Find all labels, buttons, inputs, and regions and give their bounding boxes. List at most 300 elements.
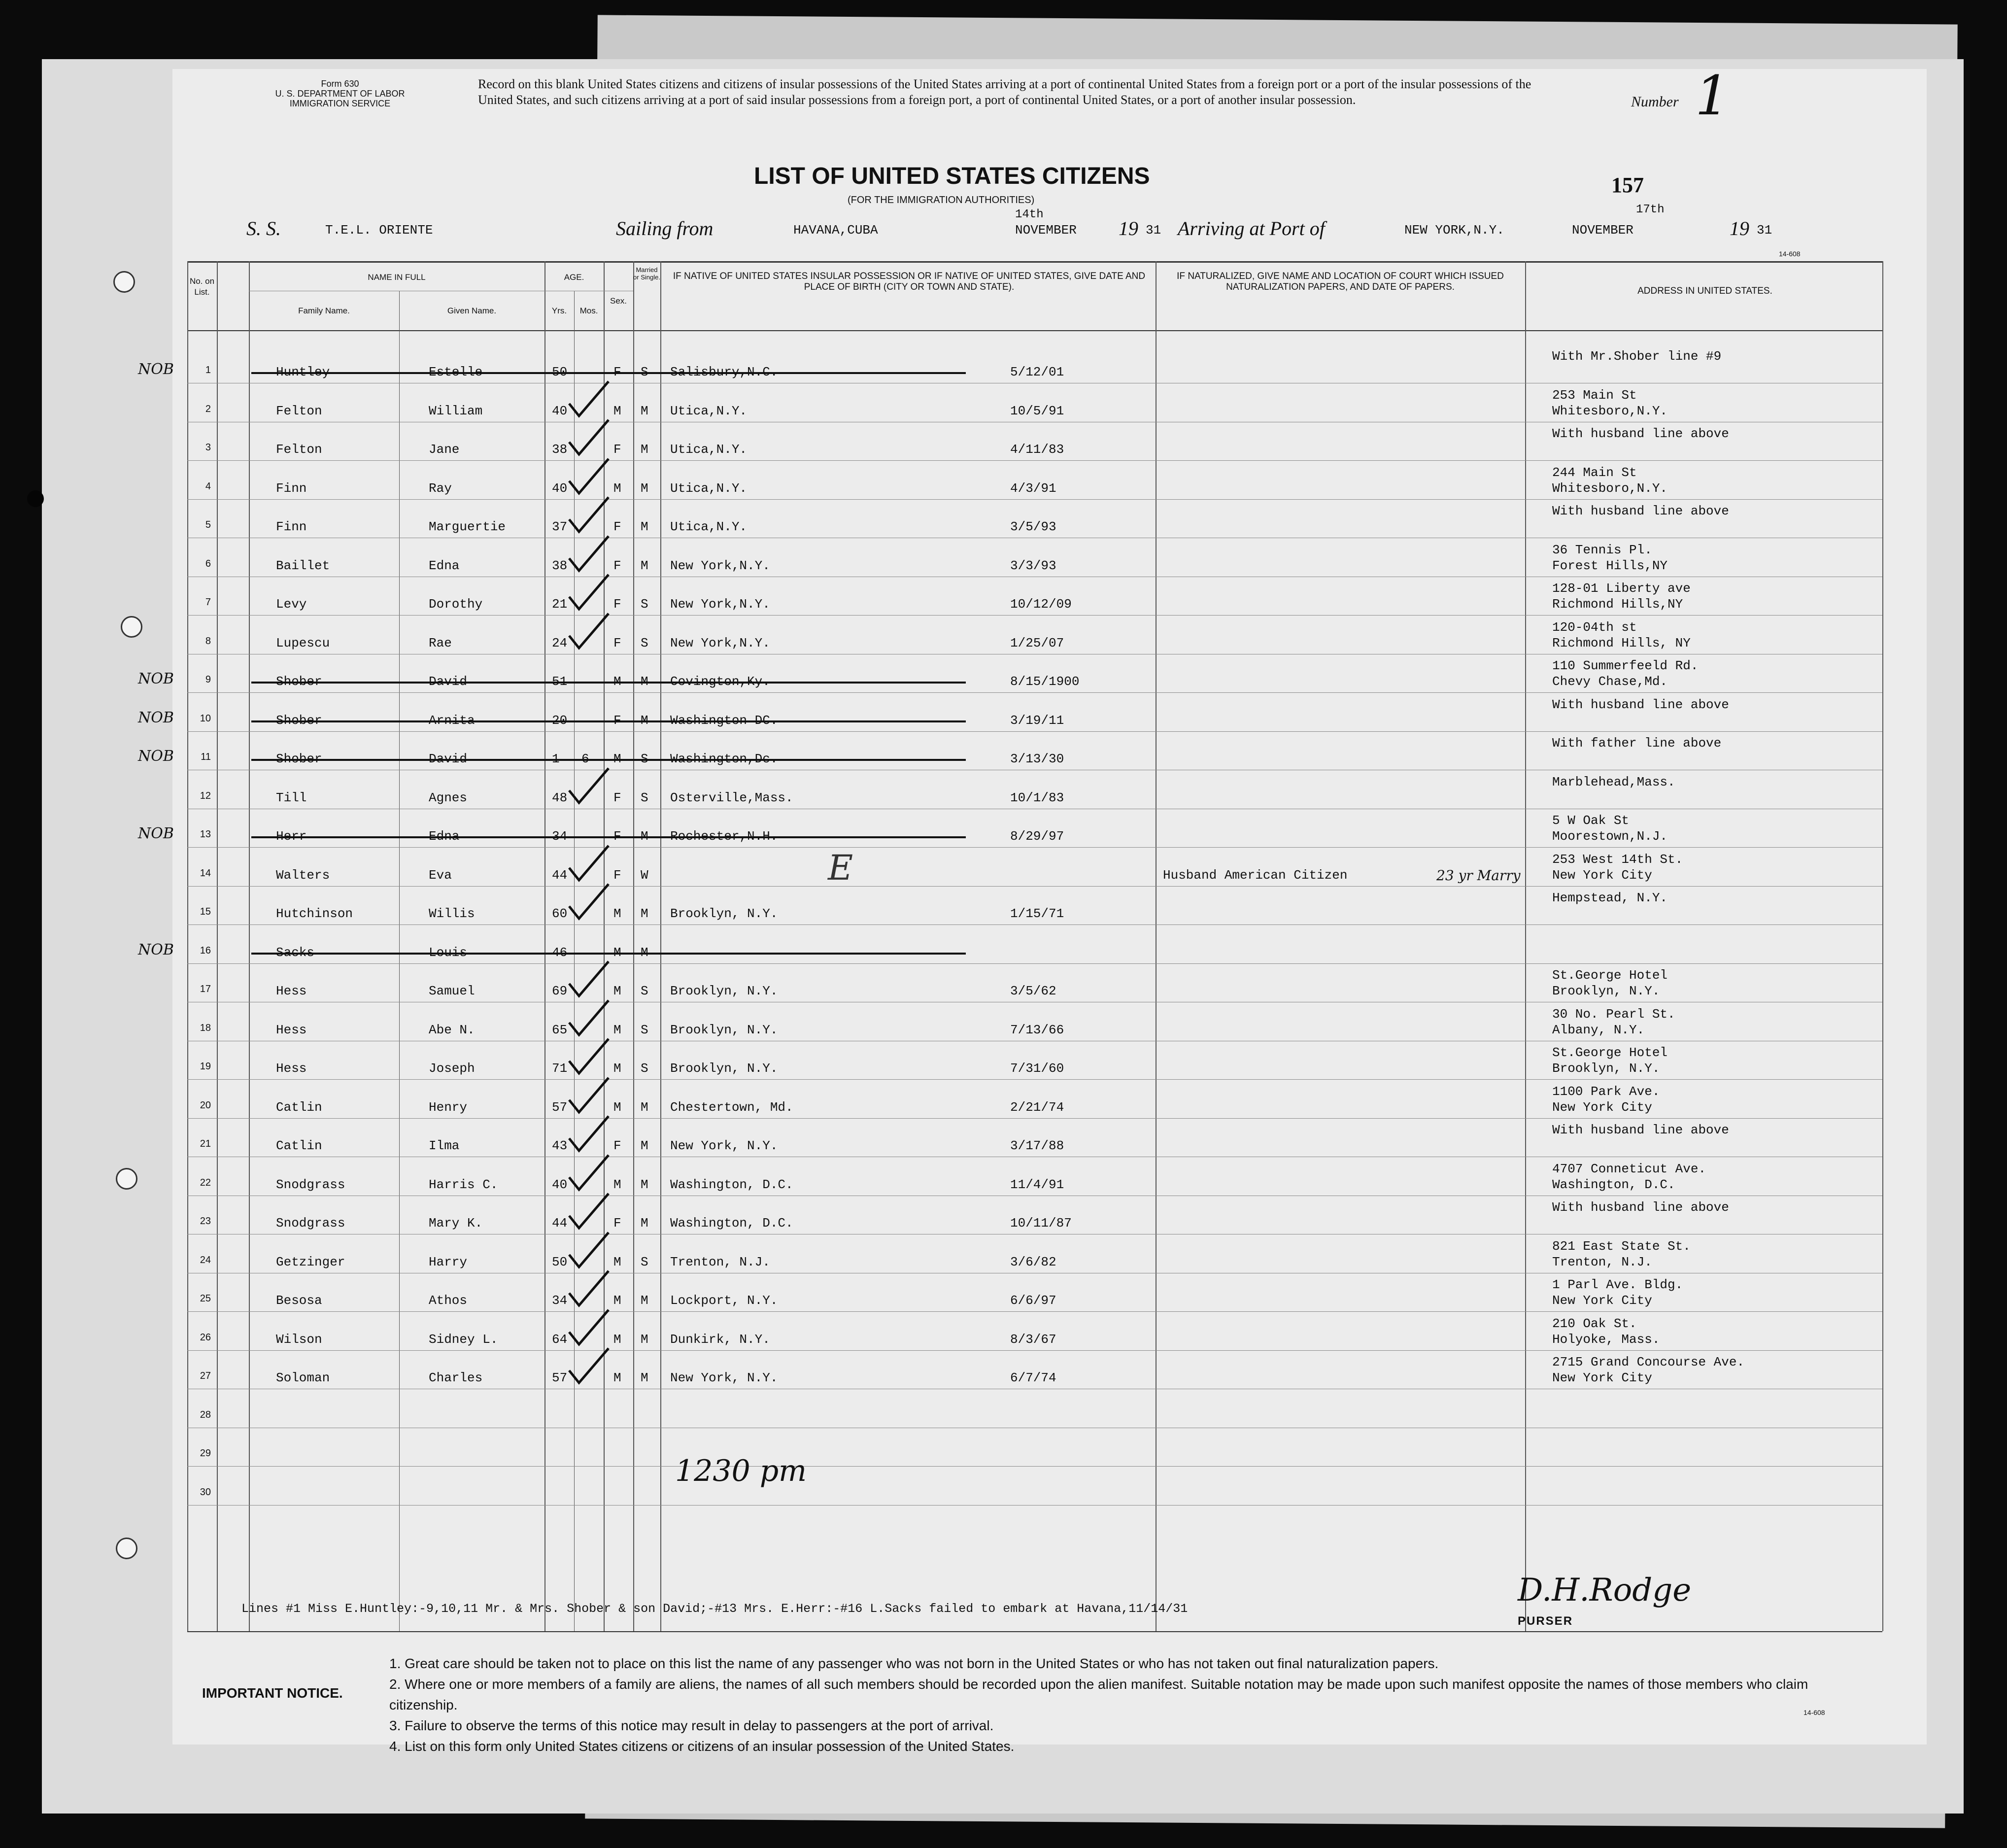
birth-date: 10/12/09 bbox=[1010, 597, 1072, 612]
service: IMMIGRATION SERVICE bbox=[289, 99, 391, 108]
address-line: Marblehead,Mass. bbox=[1552, 774, 1675, 789]
col-header-yrs: Yrs. bbox=[551, 306, 567, 315]
check-mark bbox=[567, 959, 611, 998]
row-number: 25 bbox=[200, 1293, 211, 1304]
row-number: 8 bbox=[205, 635, 211, 647]
address-line: Holyoke, Mass. bbox=[1552, 1332, 1660, 1347]
address-line: 36 Tennis Pl. bbox=[1552, 542, 1652, 557]
address-line: 210 Oak St. bbox=[1552, 1316, 1637, 1331]
row-number: 11 bbox=[201, 752, 211, 762]
strike-through bbox=[251, 372, 966, 374]
notice-item: 3. Failure to observe the terms of this notice may result in delay to passengers at the port of arrival. bbox=[389, 1718, 994, 1733]
row-number: 24 bbox=[200, 1254, 211, 1266]
age-years: 44 bbox=[552, 1216, 568, 1231]
sex: M bbox=[613, 984, 621, 998]
col-header-mos: Mos. bbox=[579, 306, 598, 315]
birth-date: 3/13/30 bbox=[1010, 752, 1064, 766]
birthplace: Trenton, N.J. bbox=[670, 1254, 770, 1269]
address-line: Chevy Chase,Md. bbox=[1552, 674, 1668, 689]
purser-label: PURSER bbox=[1518, 1614, 1573, 1628]
address-line: With Mr.Shober line #9 bbox=[1552, 349, 1722, 364]
col-header-age: AGE. bbox=[564, 273, 584, 282]
col-header-naturalized: IF NATURALIZED, GIVE NAME AND LOCATION OF COURT WHICH ISSUED NATURALIZATION PAPERS, AND DATE OF PAPERS. bbox=[1177, 271, 1504, 292]
row-number: 15 bbox=[200, 906, 211, 917]
table-row bbox=[172, 1390, 1927, 1428]
age-years: 48 bbox=[552, 790, 568, 805]
address-line: Whitesboro,N.Y. bbox=[1552, 480, 1668, 496]
address-line: Hempstead, N.Y. bbox=[1552, 890, 1668, 905]
family-name: Snodgrass bbox=[276, 1216, 345, 1231]
check-mark bbox=[567, 534, 611, 573]
family-name: Lupescu bbox=[276, 635, 330, 650]
given-name: William bbox=[429, 403, 483, 418]
age-years: 69 bbox=[552, 984, 568, 998]
table-row bbox=[138, 809, 1927, 848]
sex: F bbox=[613, 790, 621, 805]
address-line: Brooklyn, N.Y. bbox=[1552, 984, 1660, 998]
address-line: 253 Main St bbox=[1552, 387, 1637, 403]
given-name: Eva bbox=[429, 867, 452, 883]
given-name: Harris C. bbox=[429, 1177, 498, 1192]
table-row bbox=[172, 1158, 1927, 1196]
row-number: 6 bbox=[205, 558, 211, 569]
table-row bbox=[172, 461, 1927, 500]
col-header-address: ADDRESS IN UNITED STATES. bbox=[1637, 286, 1772, 296]
marital-status: S bbox=[641, 597, 648, 612]
birth-date: 1/15/71 bbox=[1010, 906, 1064, 921]
form-header-left bbox=[261, 79, 419, 108]
birthplace: Dunkirk, N.Y. bbox=[670, 1332, 770, 1347]
check-mark bbox=[567, 456, 611, 496]
year-prefix: 19 bbox=[1730, 217, 1749, 240]
sex: M bbox=[613, 1370, 621, 1385]
birth-date: 7/13/66 bbox=[1010, 1022, 1064, 1037]
stamp-number: 157 bbox=[1611, 173, 1644, 197]
col-header-birth: IF NATIVE OF UNITED STATES INSULAR POSSESSION OR IF NATIVE OF UNITED STATES, GIVE DATE AND PLACE OF BIRTH (CITY OR TOWN AND STATE). bbox=[673, 271, 1146, 292]
sex: M bbox=[613, 1254, 621, 1269]
sex: F bbox=[613, 519, 621, 534]
family-name: Wilson bbox=[276, 1332, 322, 1347]
page-subtitle: (FOR THE IMMIGRATION AUTHORITIES) bbox=[848, 195, 1035, 205]
handwritten-note: 23 yr Marry bbox=[1436, 867, 1521, 884]
birth-date: 11/4/91 bbox=[1010, 1177, 1064, 1192]
sail-day: 14th bbox=[1015, 208, 1044, 221]
table-row bbox=[172, 422, 1927, 461]
birth-date: 3/19/11 bbox=[1010, 713, 1064, 728]
handwritten-nob: NOB bbox=[138, 941, 174, 958]
form-code: 14-608 bbox=[1779, 250, 1801, 258]
check-mark bbox=[567, 882, 611, 921]
birthplace: Washington, D.C. bbox=[670, 1177, 793, 1192]
ss-label: S. S. bbox=[246, 217, 281, 240]
table-row bbox=[138, 693, 1927, 732]
row-number: 12 bbox=[200, 790, 211, 801]
row-number: 17 bbox=[200, 984, 211, 994]
notice-items bbox=[389, 1653, 1858, 1757]
marital-status: M bbox=[641, 1216, 648, 1231]
check-mark bbox=[567, 572, 611, 612]
address-line: New York City bbox=[1552, 867, 1652, 883]
handwritten-nob: NOB bbox=[138, 825, 174, 842]
row-number: 28 bbox=[200, 1409, 211, 1420]
marital-status: W bbox=[641, 867, 648, 883]
form-number: Form 630 bbox=[321, 79, 359, 89]
age-years: 44 bbox=[552, 867, 568, 883]
marital-status: M bbox=[641, 1177, 648, 1192]
table-row bbox=[172, 1351, 1927, 1389]
address-line: New York City bbox=[1552, 1099, 1652, 1115]
given-name: Sidney L. bbox=[429, 1332, 498, 1347]
table-row bbox=[172, 1467, 1927, 1506]
birth-date: 3/17/88 bbox=[1010, 1138, 1064, 1153]
birthplace: New York,N.Y. bbox=[670, 597, 770, 612]
birthplace: New York, N.Y. bbox=[670, 1138, 778, 1153]
given-name: Ilma bbox=[429, 1138, 460, 1153]
given-name: Abe N. bbox=[429, 1022, 475, 1037]
check-mark bbox=[567, 1075, 611, 1115]
address-line: 5 W Oak St bbox=[1552, 813, 1630, 828]
birth-date: 1/25/07 bbox=[1010, 635, 1064, 650]
sex: F bbox=[613, 1138, 621, 1153]
family-name: Felton bbox=[276, 403, 322, 418]
arrival-year: 31 bbox=[1757, 223, 1772, 238]
sail-month: NOVEMBER bbox=[1015, 223, 1077, 238]
sex: F bbox=[613, 597, 621, 612]
marital-status: M bbox=[641, 442, 648, 457]
col-header-no: No. on List. bbox=[189, 276, 215, 297]
age-years: 37 bbox=[552, 519, 568, 534]
check-mark bbox=[567, 1153, 611, 1192]
table-row bbox=[172, 848, 1927, 887]
marital-status: S bbox=[641, 1061, 648, 1076]
row-number: 14 bbox=[200, 867, 211, 879]
marital-status: M bbox=[641, 906, 648, 921]
given-name: Samuel bbox=[429, 984, 475, 998]
age-years: 71 bbox=[552, 1061, 568, 1076]
address-line: 1100 Park Ave. bbox=[1552, 1084, 1660, 1099]
handwritten-nob: NOB bbox=[138, 670, 174, 687]
punch-hole bbox=[113, 271, 135, 293]
given-name: Edna bbox=[429, 558, 460, 573]
given-name: Harry bbox=[429, 1254, 468, 1269]
birthplace: Brooklyn, N.Y. bbox=[670, 1061, 778, 1076]
age-years: 21 bbox=[552, 597, 568, 612]
table-row bbox=[172, 1080, 1927, 1119]
age-years: 24 bbox=[552, 635, 568, 650]
birthplace: Brooklyn, N.Y. bbox=[670, 984, 778, 998]
address-line: With husband line above bbox=[1552, 697, 1729, 712]
birthplace: New York, N.Y. bbox=[670, 1370, 778, 1385]
table-row bbox=[138, 654, 1927, 693]
binder-hole bbox=[27, 490, 44, 507]
address-line: With husband line above bbox=[1552, 504, 1729, 518]
given-name: Willis bbox=[429, 906, 475, 921]
address-line: Albany, N.Y. bbox=[1552, 1022, 1645, 1037]
sailing-line bbox=[212, 217, 1838, 246]
address-line: 4707 Conneticut Ave. bbox=[1552, 1161, 1706, 1176]
table-row bbox=[172, 771, 1927, 809]
row-number: 7 bbox=[205, 597, 211, 608]
check-mark bbox=[567, 1230, 611, 1269]
header-bottom-rule bbox=[187, 330, 1882, 331]
notice-item: 4. List on this form only United States citizens or citizens of an insular possession of the United States. bbox=[389, 1739, 1015, 1754]
given-name: Marguertie bbox=[429, 519, 506, 534]
address-line: 253 West 14th St. bbox=[1552, 852, 1683, 867]
sex: F bbox=[613, 558, 621, 573]
birth-date: 3/5/62 bbox=[1010, 984, 1056, 998]
handwritten-time-note: 1230 pm bbox=[675, 1454, 807, 1488]
birthplace: Brooklyn, N.Y. bbox=[670, 1022, 778, 1037]
notice-item: 1. Great care should be taken not to place on this list the name of any passenger who was not born in the United States or who has not taken out final naturalization papers. bbox=[389, 1656, 1439, 1671]
address-line: With father line above bbox=[1552, 736, 1722, 751]
address-line: 244 Main St bbox=[1552, 465, 1637, 480]
given-name: Henry bbox=[429, 1099, 468, 1115]
table-row bbox=[172, 1041, 1927, 1080]
address-line: St.George Hotel bbox=[1552, 968, 1668, 983]
address-line: New York City bbox=[1552, 1293, 1652, 1308]
row-number: 16 bbox=[200, 945, 211, 956]
birth-date: 4/11/83 bbox=[1010, 442, 1064, 457]
table-bottom-rule bbox=[187, 1631, 1882, 1632]
address-line: Brooklyn, N.Y. bbox=[1552, 1061, 1660, 1076]
address-line: Moorestown,N.J. bbox=[1552, 829, 1668, 844]
address-line: With husband line above bbox=[1552, 1200, 1729, 1215]
handwritten-nob: NOB bbox=[138, 709, 174, 726]
age-years: 40 bbox=[552, 1177, 568, 1192]
sailing-from: HAVANA,CUBA bbox=[793, 223, 878, 238]
table-row bbox=[172, 964, 1927, 1002]
arriving-label: Arriving at Port of bbox=[1178, 217, 1325, 240]
sex: M bbox=[613, 1022, 621, 1037]
naturalization: Husband American Citizen bbox=[1163, 867, 1348, 883]
birth-date: 8/15/1900 bbox=[1010, 674, 1080, 689]
family-name: Getzinger bbox=[276, 1254, 345, 1269]
sex: F bbox=[613, 867, 621, 883]
table-row bbox=[138, 345, 1927, 383]
row-number: 13 bbox=[200, 829, 211, 840]
row-number: 30 bbox=[200, 1486, 211, 1498]
address-line: New York City bbox=[1552, 1370, 1652, 1385]
punch-hole bbox=[116, 1538, 137, 1559]
arrival-port: NEW YORK,N.Y. bbox=[1404, 223, 1504, 238]
marital-status: M bbox=[641, 519, 648, 534]
check-mark bbox=[567, 611, 611, 650]
birthplace: Utica,N.Y. bbox=[670, 480, 748, 496]
col-header-married: Married or Single. bbox=[633, 266, 660, 281]
address-line: 110 Summerfeeld Rd. bbox=[1552, 658, 1699, 673]
col-header-family: Family Name. bbox=[298, 306, 350, 315]
row-number: 21 bbox=[200, 1138, 211, 1149]
birth-date: 3/5/93 bbox=[1010, 519, 1056, 534]
sex: M bbox=[613, 1293, 621, 1308]
birth-date: 10/5/91 bbox=[1010, 403, 1064, 418]
age-years: 57 bbox=[552, 1370, 568, 1385]
age-years: 40 bbox=[552, 403, 568, 418]
table-row bbox=[172, 1235, 1927, 1273]
sex: M bbox=[613, 403, 621, 418]
sex: M bbox=[613, 1332, 621, 1347]
family-name: Hess bbox=[276, 1022, 307, 1037]
address-line: With husband line above bbox=[1552, 1123, 1729, 1137]
address-line: 128-01 Liberty ave bbox=[1552, 581, 1691, 596]
sex: M bbox=[613, 1061, 621, 1076]
sex: M bbox=[613, 480, 621, 496]
punch-hole bbox=[121, 616, 142, 638]
given-name: Rae bbox=[429, 635, 452, 650]
strike-through bbox=[251, 953, 966, 955]
row-number: 10 bbox=[200, 713, 211, 724]
marital-status: M bbox=[641, 1293, 648, 1308]
table-top-rule bbox=[187, 261, 1882, 263]
table-row bbox=[172, 616, 1927, 654]
family-name: Hutchinson bbox=[276, 906, 353, 921]
address-line: 1 Parl Ave. Bldg. bbox=[1552, 1277, 1683, 1292]
birth-date: 4/3/91 bbox=[1010, 480, 1056, 496]
col-header-given: Given Name. bbox=[447, 306, 497, 315]
row-number: 19 bbox=[200, 1061, 211, 1072]
marital-status: S bbox=[641, 790, 648, 805]
birth-date: 5/12/01 bbox=[1010, 365, 1064, 379]
birthplace: Utica,N.Y. bbox=[670, 403, 748, 418]
birthplace: Osterville,Mass. bbox=[670, 790, 793, 805]
family-name: Walters bbox=[276, 867, 330, 883]
given-name: Mary K. bbox=[429, 1216, 483, 1231]
notice-item: 2. Where one or more members of a family are aliens, the names of all such members should be recorded upon the alien manifest. Suitable notation may be made upon such manifest opposite the names of those members who claim citizenship. bbox=[389, 1677, 1808, 1712]
age-years: 38 bbox=[552, 558, 568, 573]
table-row bbox=[172, 1273, 1927, 1312]
strike-through bbox=[251, 720, 966, 722]
arrival-month: NOVEMBER bbox=[1572, 223, 1633, 238]
birth-date: 10/11/87 bbox=[1010, 1216, 1072, 1231]
birth-date: 6/7/74 bbox=[1010, 1370, 1056, 1385]
family-name: Till bbox=[276, 790, 307, 805]
marital-status: S bbox=[641, 1254, 648, 1269]
page-title: LIST OF UNITED STATES CITIZENS bbox=[754, 163, 1150, 189]
sex: F bbox=[613, 442, 621, 457]
notice-heading: IMPORTANT NOTICE. bbox=[202, 1685, 343, 1701]
check-mark bbox=[567, 379, 611, 418]
punch-hole bbox=[116, 1168, 137, 1190]
row-number: 2 bbox=[205, 403, 211, 414]
address-line: 821 East State St. bbox=[1552, 1238, 1691, 1254]
age-years: 57 bbox=[552, 1099, 568, 1115]
notice-code: 14-608 bbox=[1803, 1709, 1825, 1716]
row-number: 23 bbox=[200, 1216, 211, 1227]
family-name: Finn bbox=[276, 519, 307, 534]
row-number: 20 bbox=[200, 1099, 211, 1111]
row-number: 29 bbox=[200, 1448, 211, 1459]
age-years: 64 bbox=[552, 1332, 568, 1347]
year-prefix: 19 bbox=[1119, 217, 1138, 240]
family-name: Felton bbox=[276, 442, 322, 457]
family-name: Catlin bbox=[276, 1138, 322, 1153]
check-mark bbox=[567, 1191, 611, 1231]
age-years: 34 bbox=[552, 1293, 568, 1308]
check-mark bbox=[567, 1036, 611, 1076]
given-name: Charles bbox=[429, 1370, 483, 1385]
family-name: Baillet bbox=[276, 558, 330, 573]
footer-remark: Lines #1 Miss E.Huntley:-9,10,11 Mr. & Mrs. Shober & son David;-#13 Mrs. E.Herr:-#16 L.Sacks failed to embark at Havana,11/14/31 bbox=[241, 1602, 1188, 1616]
check-mark bbox=[567, 1268, 611, 1308]
row-number: 18 bbox=[200, 1022, 211, 1033]
strike-through bbox=[251, 759, 966, 761]
birth-date: 2/21/74 bbox=[1010, 1099, 1064, 1115]
address-line: Richmond Hills,NY bbox=[1552, 597, 1683, 612]
check-mark bbox=[567, 417, 611, 457]
check-mark bbox=[567, 1114, 611, 1153]
marital-status: M bbox=[641, 1138, 648, 1153]
ship-name: T.E.L. ORIENTE bbox=[325, 223, 433, 238]
purser-signature: D.H.Rodge bbox=[1518, 1572, 1692, 1608]
birthplace: Utica,N.Y. bbox=[670, 519, 748, 534]
handwritten-mark: E bbox=[828, 848, 853, 888]
family-name: Finn bbox=[276, 480, 307, 496]
birth-date: 3/3/93 bbox=[1010, 558, 1056, 573]
marital-status: S bbox=[641, 1022, 648, 1037]
number-label: Number bbox=[1631, 94, 1679, 110]
row-rule bbox=[187, 1505, 1882, 1506]
marital-status: M bbox=[641, 1370, 648, 1385]
sex: F bbox=[613, 1216, 621, 1231]
family-name: Snodgrass bbox=[276, 1177, 345, 1192]
family-name: Catlin bbox=[276, 1099, 322, 1115]
table-row bbox=[172, 384, 1927, 422]
row-number: 5 bbox=[205, 519, 211, 530]
row-number: 9 bbox=[205, 674, 211, 685]
given-name: Dorothy bbox=[429, 597, 483, 612]
age-years: 43 bbox=[552, 1138, 568, 1153]
given-name: Jane bbox=[429, 442, 460, 457]
address-line: 120-04th st bbox=[1552, 619, 1637, 635]
address-line: Whitesboro,N.Y. bbox=[1552, 403, 1668, 418]
marital-status: S bbox=[641, 635, 648, 650]
sail-year: 31 bbox=[1146, 223, 1161, 238]
check-mark bbox=[567, 843, 611, 883]
table-row bbox=[172, 1428, 1927, 1467]
given-name: Ray bbox=[429, 480, 452, 496]
handwritten-nob: NOB bbox=[138, 361, 174, 378]
handwritten-nob: NOB bbox=[138, 748, 174, 765]
number-value: 1 bbox=[1695, 64, 1730, 127]
birth-date: 10/1/83 bbox=[1010, 790, 1064, 805]
row-number: 4 bbox=[205, 480, 211, 492]
check-mark bbox=[567, 495, 611, 534]
address-line: St.George Hotel bbox=[1552, 1045, 1668, 1060]
birth-date: 7/31/60 bbox=[1010, 1061, 1064, 1076]
table-row bbox=[172, 887, 1927, 925]
birthplace: Utica,N.Y. bbox=[670, 442, 748, 457]
col-header-name: NAME IN FULL bbox=[368, 273, 426, 282]
birthplace: New York,N.Y. bbox=[670, 635, 770, 650]
birthplace: Lockport, N.Y. bbox=[670, 1293, 778, 1308]
strike-through bbox=[251, 682, 966, 684]
sailing-label: Sailing from bbox=[616, 217, 714, 240]
marital-status: M bbox=[641, 558, 648, 573]
row-number: 27 bbox=[200, 1370, 211, 1381]
table-row bbox=[172, 1003, 1927, 1041]
row-number: 3 bbox=[205, 442, 211, 453]
certification-text: Record on this blank United States citizens and citizens of insular possessions of the United States arriving at a port of continental United States from a foreign port or a port of the insular possessions of the United States, and such citizens arriving at a port of said insular possessions from a foreign port, a port of continental United States, or a port of another insular possession. bbox=[478, 77, 1531, 107]
col-header-sex: Sex. bbox=[610, 296, 627, 306]
family-name: Besosa bbox=[276, 1293, 322, 1308]
sex: M bbox=[613, 1177, 621, 1192]
address-line: Richmond Hills, NY bbox=[1552, 635, 1691, 650]
birthplace: New York,N.Y. bbox=[670, 558, 770, 573]
given-name: Agnes bbox=[429, 790, 468, 805]
table-row bbox=[138, 732, 1927, 770]
family-name: Hess bbox=[276, 1061, 307, 1076]
family-name: Soloman bbox=[276, 1370, 330, 1385]
